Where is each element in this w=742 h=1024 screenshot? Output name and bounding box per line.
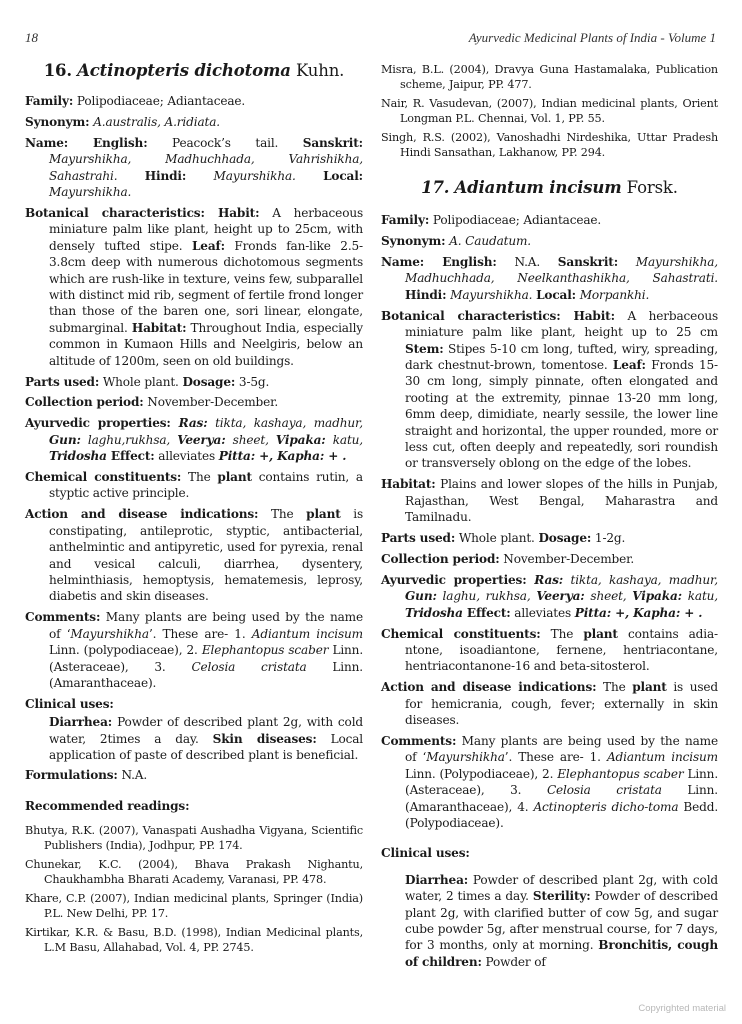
chemical-entry [381, 626, 718, 675]
effect-label: Effect: [462, 605, 511, 620]
family-label: Family: [25, 94, 74, 108]
vipaka-label: Vipaka: [275, 432, 326, 447]
effect-value: alleviates [510, 605, 575, 620]
comments-italic: Elephantopus scaber [557, 766, 684, 781]
clinical-heading [381, 845, 718, 861]
diarrhea-label: Diarrhea: [405, 872, 469, 887]
hindi-value: Mayurshikha. [186, 168, 324, 183]
plant-title-17 [381, 177, 718, 199]
comments-label: Comments: [25, 610, 101, 625]
plant-scientific-name: Actinopteris dichotoma [77, 61, 291, 80]
plant-author: Kuhn. [295, 61, 345, 80]
chemical-pre: The [181, 470, 218, 485]
comments-text: Many plants are being used by the name of ‘ [49, 610, 363, 641]
bronchitis-value: Powder of [481, 954, 546, 969]
chemical-entry [25, 469, 363, 502]
comments-label: Comments: [381, 734, 457, 748]
comments-text: Linn. (polypodiaceae), 2. [49, 643, 202, 658]
name-entry [381, 254, 718, 303]
tridosha-label: Tridosha [405, 605, 463, 620]
comments-italic: Mayurshikha [70, 626, 149, 641]
habit-label: Habit: [204, 205, 260, 220]
habitat-label: Habitat: [381, 477, 436, 492]
plant-number: 17. [421, 178, 450, 198]
comments-italic: Adiantum incisum [606, 750, 718, 765]
comments-text: Bedd. (Polypodiaceae). [405, 799, 719, 831]
ras-value: tikta, kashaya, madhur, [563, 572, 718, 587]
right-column [381, 60, 718, 974]
stem-value: Stipes 5-10 cm long, tufted, wiry, spreading, dark chestnut-brown, tomentose. [405, 341, 718, 372]
family-entry [25, 93, 363, 109]
gun-value: laghu,rukhsa, [80, 432, 178, 447]
synonym-label: Synonym: [25, 114, 90, 129]
hindi-label: Hindi: [144, 168, 187, 183]
comments-text: Many plants are being used by the name of ‘ [405, 734, 718, 765]
ayurvedic-label: Ayurvedic properties: [381, 572, 527, 587]
chemical-pre: The [540, 626, 584, 641]
formulations-value: N.A. [117, 768, 148, 783]
bronchitis-label: Bronchitis, cough of children: [405, 938, 718, 969]
clinical-text [25, 714, 363, 763]
veerya-label: Veerya: [177, 432, 226, 447]
formulations-label: Formulations: [25, 768, 118, 783]
comments-text: Linn. (Amaranthaceae). [49, 659, 363, 690]
reading-item: Chunekar, K.C. (2004), Bhava Prakash Nighantu, Chaukhambha Bharati Academy, Varanasi, PP. 478. [25, 858, 363, 887]
formulations-entry [25, 767, 363, 783]
veerya-value: sheet, [584, 589, 633, 604]
habitat-label: Habitat: [131, 320, 187, 335]
left-column [25, 60, 363, 959]
dosage-value: 3-5g. [235, 374, 270, 389]
leaf-label: Leaf: [612, 357, 646, 372]
plant-author: Forsk. [626, 178, 678, 198]
collection-value: November-December. [143, 395, 279, 410]
comments-text: ’. These are- 1. [504, 750, 607, 765]
leaf-value: Fronds 15-30 cm long, simply pinnate, often elongated and rooting at the extremity, pinnae 13-20 mm long, 6mm deep, dimidiate, nearly sessile, the lower line straight and horizontal, the upper rounded, more or less cut, often deeply and repeatedly, sori roundish or transversely oblong on the edge of the lobes. [405, 357, 718, 471]
habit-label: Habit: [560, 308, 615, 323]
reading-item: Khare, C.P. (2007), Indian medicinal plants, Springer (India) P.L. New Delhi, PP. 17. [25, 892, 363, 921]
parts-used-entry [25, 374, 363, 390]
collection-label: Collection period: [381, 551, 500, 566]
clinical-label: Clinical uses: [381, 846, 470, 861]
botanical-entry [25, 205, 363, 369]
vipaka-label: Vipaka: [632, 589, 682, 604]
action-entry [381, 679, 718, 728]
collection-entry [25, 394, 363, 410]
dosha-values: Pitta: +, Kapha: + . [574, 605, 703, 620]
sanskrit-label: Sanskrit: [302, 135, 363, 150]
parts-used-value: Whole plant. [99, 374, 183, 389]
parts-used-entry [381, 530, 718, 546]
clinical-heading [25, 696, 363, 712]
comments-italic: Celosia cristata [546, 783, 662, 798]
clinical-label: Clinical uses: [25, 696, 114, 711]
synonym-label: Synonym: [381, 234, 446, 249]
name-label: Name: [381, 255, 425, 270]
readings-continued [381, 62, 718, 160]
english-value: N.A. [496, 255, 558, 270]
skin-value: Local application of paste of described plant is beneficial. [49, 731, 364, 763]
synonym-value: A. Caudatum. [445, 234, 531, 249]
parts-used-label: Parts used: [381, 531, 456, 546]
veerya-label: Veerya: [536, 589, 585, 604]
habitat-value: Plains and lower slopes of the hills in Punjab, Rajasthan, West Bengal, Maharastra and Tamilnadu. [405, 477, 718, 525]
ayurvedic-entry [381, 572, 718, 621]
vipaka-value: katu, [681, 589, 718, 604]
gun-label: Gun: [405, 589, 437, 604]
collection-label: Collection period: [25, 395, 144, 410]
reading-item: Bhutya, R.K. (2007), Vanaspati Aushadha Vigyana, Scientific Publishers (India), Jodhpur, PP. 174. [25, 824, 363, 853]
dosage-value: 1-2g. [591, 531, 626, 546]
readings-list [25, 823, 363, 955]
gun-label: Gun: [49, 432, 81, 447]
veerya-value: sheet, [225, 432, 276, 447]
gun-value: laghu, rukhsa, [436, 589, 537, 604]
family-label: Family: [381, 213, 430, 228]
local-value: Mayurshikha. [49, 185, 132, 200]
parts-used-label: Parts used: [25, 374, 100, 389]
tridosha-label: Tridosha [49, 449, 107, 464]
effect-label: Effect: [106, 449, 155, 464]
chemical-value: contains rutin, a styptic active principle. [49, 470, 363, 501]
comments-text: Linn. (Asteraceae), 3. [49, 643, 364, 674]
family-value: Polipodiaceae; Adiantaceae. [73, 94, 246, 108]
local-label: Local: [536, 287, 576, 302]
dosage-label: Dosage: [538, 531, 592, 546]
parts-used-value: Whole plant. [455, 531, 539, 546]
sanskrit-value: Mayurshikha, Madhuchhada, Vahrishikha, Sahastrahi. [49, 152, 363, 183]
plant-title-16 [25, 60, 363, 82]
plant-scientific-name: Adiantum incisum [454, 178, 622, 198]
local-value: Morpankhi. [576, 287, 650, 302]
botanical-entry [381, 308, 718, 472]
comments-italic: Celosia cristata [191, 659, 307, 674]
stem-label: Stem: [405, 341, 444, 356]
plant-number: 16. [43, 61, 72, 80]
chemical-plant: plant [217, 470, 252, 485]
running-title: Ayurvedic Medicinal Plants of India - Volume 1 [468, 30, 716, 45]
sanskrit-value: Mayurshikha, Madhuchhada, Neelkanthashikha, Sahastrati. [405, 255, 718, 286]
ayurvedic-label: Ayurvedic properties: [25, 416, 171, 431]
chemical-label: Chemical constituents: [25, 470, 182, 485]
skin-label: Skin diseases: [212, 731, 317, 746]
ayurvedic-entry [25, 415, 363, 464]
dosha-values: Pitta: +, Kapha: + . [218, 449, 347, 464]
ras-label: Ras: [526, 572, 564, 587]
diarrhea-label: Diarrhea: [49, 715, 113, 730]
english-value: Peacock’s tail. [147, 135, 303, 150]
botanical-label: Botanical characteristics: [25, 205, 205, 220]
name-entry [25, 135, 363, 201]
hindi-label: Hindi: [405, 287, 447, 302]
action-pre: The [596, 680, 633, 695]
hindi-value: Mayurshikha. [446, 287, 537, 302]
reading-item: Singh, R.S. (2002), Vanoshadhi Nirdeshika, Uttar Pradesh Hindi Sansathan, Lakhanow, PP. 294. [381, 130, 718, 160]
ras-value: tikta, kashaya, madhur, [207, 416, 363, 431]
local-label: Local: [323, 168, 363, 183]
effect-value: alleviates [154, 449, 219, 464]
family-value: Polipodiaceae; Adiantaceae. [429, 213, 602, 228]
vipaka-value: katu, [325, 432, 363, 447]
reading-item: Misra, B.L. (2004), Dravya Guna Hastamalaka, Publication scheme, Jaipur, PP. 477. [381, 63, 718, 92]
comments-text: Linn. (Asteraceae), 3. [405, 766, 719, 798]
action-plant: plant [632, 680, 667, 695]
sanskrit-label: Sanskrit: [557, 255, 619, 270]
habit-value: A herbaceous miniature palm like plant, height up to 25 cm [405, 308, 719, 340]
synonym-entry [381, 233, 718, 249]
comments-text: ’. These are- 1. [148, 626, 252, 641]
clinical-text [381, 872, 718, 970]
leaf-label: Leaf: [191, 238, 225, 253]
english-label: English: [68, 135, 148, 150]
action-plant: plant [306, 507, 341, 522]
comments-entry [25, 609, 363, 691]
habitat-entry [381, 476, 718, 525]
sterility-label: Sterility: [532, 889, 591, 904]
comments-entry [381, 733, 718, 831]
collection-entry [381, 551, 718, 567]
dosage-label: Dosage: [182, 374, 236, 389]
diarrhea-value: Powder of described plant 2g, with cold water, 2 times a day. [405, 872, 718, 904]
action-label: Action and disease indications: [381, 680, 597, 695]
page-number: 18 [25, 30, 38, 45]
comments-italic: Mayurshikha [426, 750, 505, 765]
action-label: Action and disease indications: [25, 507, 259, 522]
leaf-value: Fronds fan-like 2.5-3.8cm deep with numerous dichotomous segments which are rush-like in texture, veins few, subparallel with distinct mid rib, segment of fertile frond longer than those of the baren one, sori linear, elongate, submarginal. [49, 238, 364, 335]
habit-value: A herbaceous miniature palm like plant, height up to 25cm, with densely tufted stipe. [49, 205, 364, 253]
action-value: is constipating, antileprotic, styptic, antibacterial, anthelmintic and antipyretic, used for pyrexia, renal and vesical calculi, diarrhea, dysentery, helminthiasis, hemoptysis, hematemesis, leprosy, diabetis and skin diseases. [49, 507, 364, 604]
comments-italic: Adiantum incisum [251, 626, 363, 641]
chemical-plant: plant [583, 626, 618, 641]
habitat-value: Throughout India, especially common in Kumaon Hills and Neelgiris, below an altitude of 1200m, seen on old buildings. [49, 320, 363, 368]
name-label: Name: [25, 135, 69, 150]
chemical-value: contains adia-ntone, isoadiantone, fernene, hentriacontane, hentriacontanone-16 and beta-sitosterol. [405, 626, 718, 674]
copyright-watermark: Copyrighted material [638, 1003, 726, 1014]
diarrhea-value: Powder of described plant 2g, with cold water, 2times a day. [49, 715, 363, 746]
synonym-entry [25, 114, 363, 130]
chemical-label: Chemical constituents: [381, 626, 541, 641]
comments-italic: Actinopteris dicho-toma [533, 799, 679, 814]
action-pre: The [258, 507, 307, 522]
reading-item: Kirtikar, K.R. & Basu, B.D. (1998), Indian Medicinal plants, L.M Basu, Allahabad, Vol. 4, PP. 2745. [25, 925, 363, 955]
comments-text: Linn. (Amaranthaceae), 4. [405, 783, 718, 814]
comments-italic: Elephantopus scaber [201, 643, 329, 658]
botanical-label: Botanical characteristics: [381, 308, 561, 323]
english-label: English: [424, 255, 497, 270]
action-value: is used for hemicrania, cough, fever; externally in skin diseases. [405, 680, 718, 728]
reading-item: Nair, R. Vasudevan, (2007), Indian medicinal plants, Orient Longman P.L. Chennai, Vol. 1, PP. 55. [381, 96, 718, 126]
sterility-value: Powder of described plant 2g, with clarified butter of cow 5g, and sugar cube powder 5g, after menstrual course, for 7 days, for 3 months, only at morning. [405, 889, 718, 953]
comments-text: Linn. (Polypodiaceae), 2. [405, 766, 558, 781]
recommended-readings-heading: Recommended readings: [25, 798, 190, 813]
family-entry [381, 212, 718, 228]
synonym-value: A.australis, A.ridiata. [89, 114, 220, 129]
action-entry [25, 506, 363, 604]
ras-label: Ras: [170, 416, 208, 431]
collection-value: November-December. [499, 551, 635, 566]
